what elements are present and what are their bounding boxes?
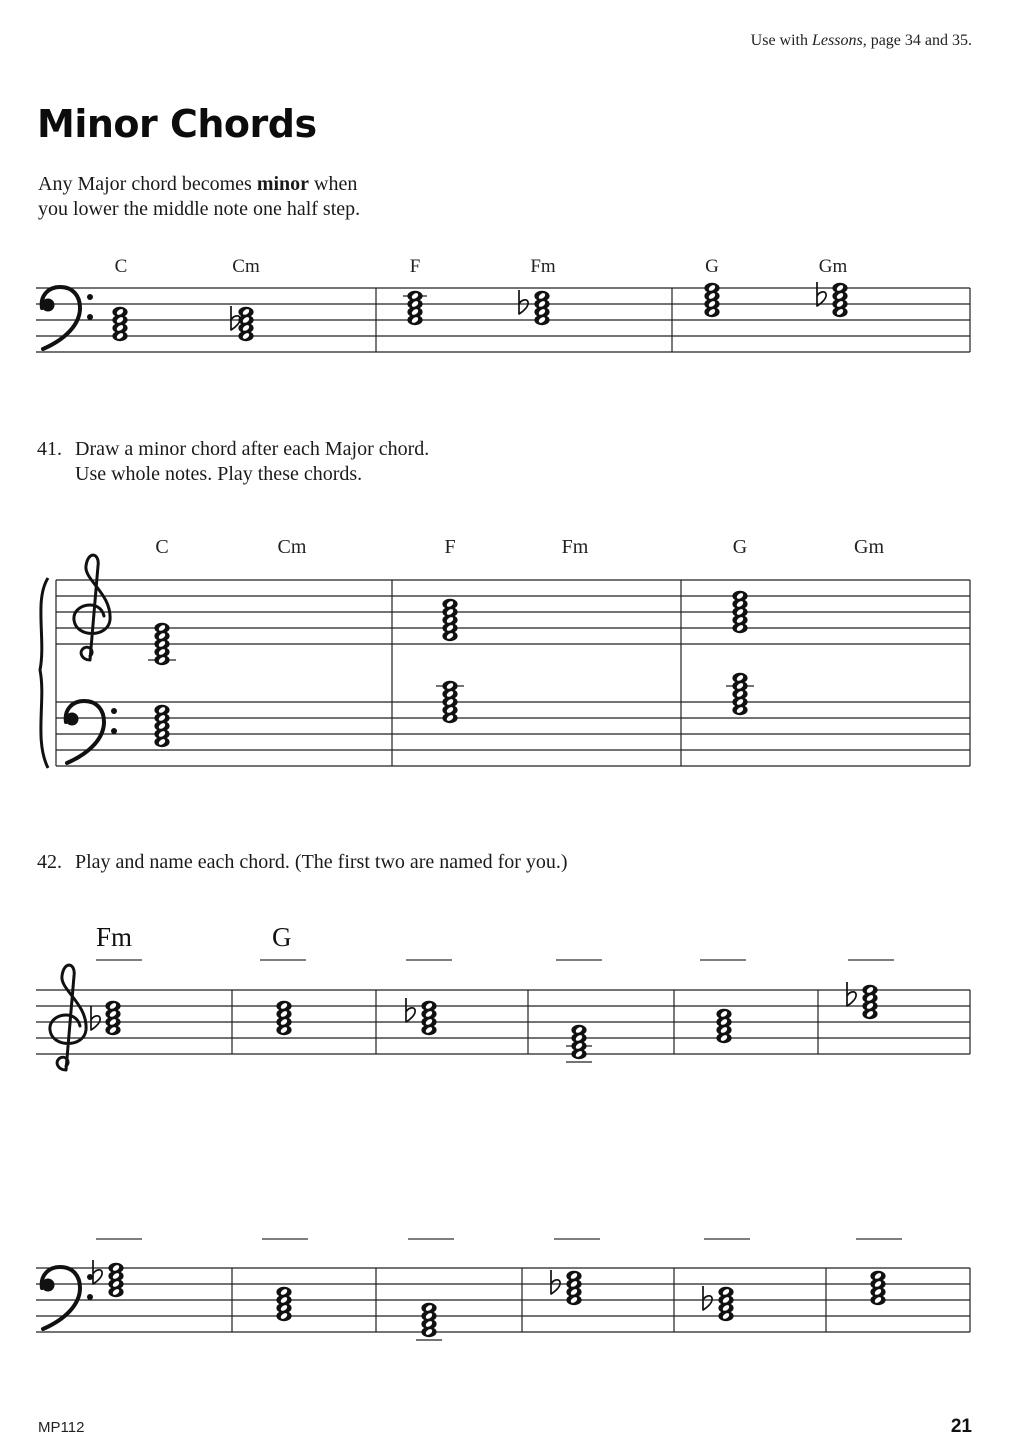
chord-gm (817, 282, 848, 317)
given-chord-name: G (272, 922, 292, 952)
reference-book: Lessons (812, 32, 863, 49)
ex41-chord-label: G (732, 536, 748, 558)
ex41-chord-label: Cm (277, 536, 307, 558)
brace-icon (40, 578, 48, 768)
ex42-treble-chord-5 (716, 1009, 731, 1043)
example-chord-label: C (114, 256, 128, 277)
example-chord-label: Fm (530, 256, 556, 277)
exercise-41-grand-staff (40, 536, 970, 768)
exercise-41-number: 41. (37, 438, 62, 460)
book-code: MP112 (38, 1419, 85, 1436)
ex42-treble-chord-2 (276, 1001, 291, 1035)
given-chord-name: Fm (96, 922, 133, 952)
chord-c (112, 307, 127, 341)
example-chord-label: Gm (818, 256, 848, 277)
exercise-42-bass-staff (36, 1239, 970, 1340)
example-chord-label: Cm (232, 256, 260, 277)
bass-clef-icon (42, 1267, 94, 1329)
ex41-chord-label: Gm (854, 536, 884, 558)
example-chord-label: F (409, 256, 421, 277)
page-number: 21 (950, 1416, 972, 1437)
ex42-treble-chord-6 (847, 982, 878, 1019)
ex42-treble-chord-4 (566, 1025, 592, 1062)
exercise-42-text: Play and name each chord. (The first two are named for you.) (75, 851, 568, 873)
exercise-41-line-2: Use whole notes. Play these chords. (75, 463, 363, 485)
ex41-chord-label: Fm (561, 536, 589, 558)
ex42-treble-chord-3 (406, 998, 437, 1035)
ex41-treble-f (442, 599, 457, 641)
intro-line-2: you lower the middle note one half step. (38, 198, 361, 220)
example-bass-staff (36, 256, 970, 352)
ex42-bass-chord-3 (416, 1303, 442, 1340)
ex41-chord-label: F (444, 536, 456, 558)
bass-clef-icon (42, 287, 94, 349)
ex41-bass-c (154, 705, 169, 747)
ex41-chord-label: C (155, 536, 169, 558)
intro-line-1: Any Major chord becomes minor when (38, 173, 358, 195)
ex41-treble-g (732, 591, 747, 633)
exercise-42-treble-staff (36, 922, 970, 1070)
reference-suffix: , page 34 and 35. (862, 32, 972, 49)
chord-g (704, 283, 719, 317)
page-title: Minor Chords (37, 102, 317, 146)
minor-emphasis: minor (256, 173, 310, 195)
example-chord-label: G (705, 256, 719, 277)
ex42-bass-chord-2 (276, 1287, 291, 1321)
ex42-bass-chord-1 (93, 1260, 124, 1297)
exercise-41-line-1: Draw a minor chord after each Major chord. (75, 438, 430, 460)
exercise-42-number: 42. (37, 851, 62, 873)
reference-prefix: Use with (750, 32, 812, 49)
ex42-bass-chord-6 (870, 1271, 885, 1305)
bass-clef-icon (66, 701, 118, 763)
ex41-bass-g (726, 673, 754, 715)
